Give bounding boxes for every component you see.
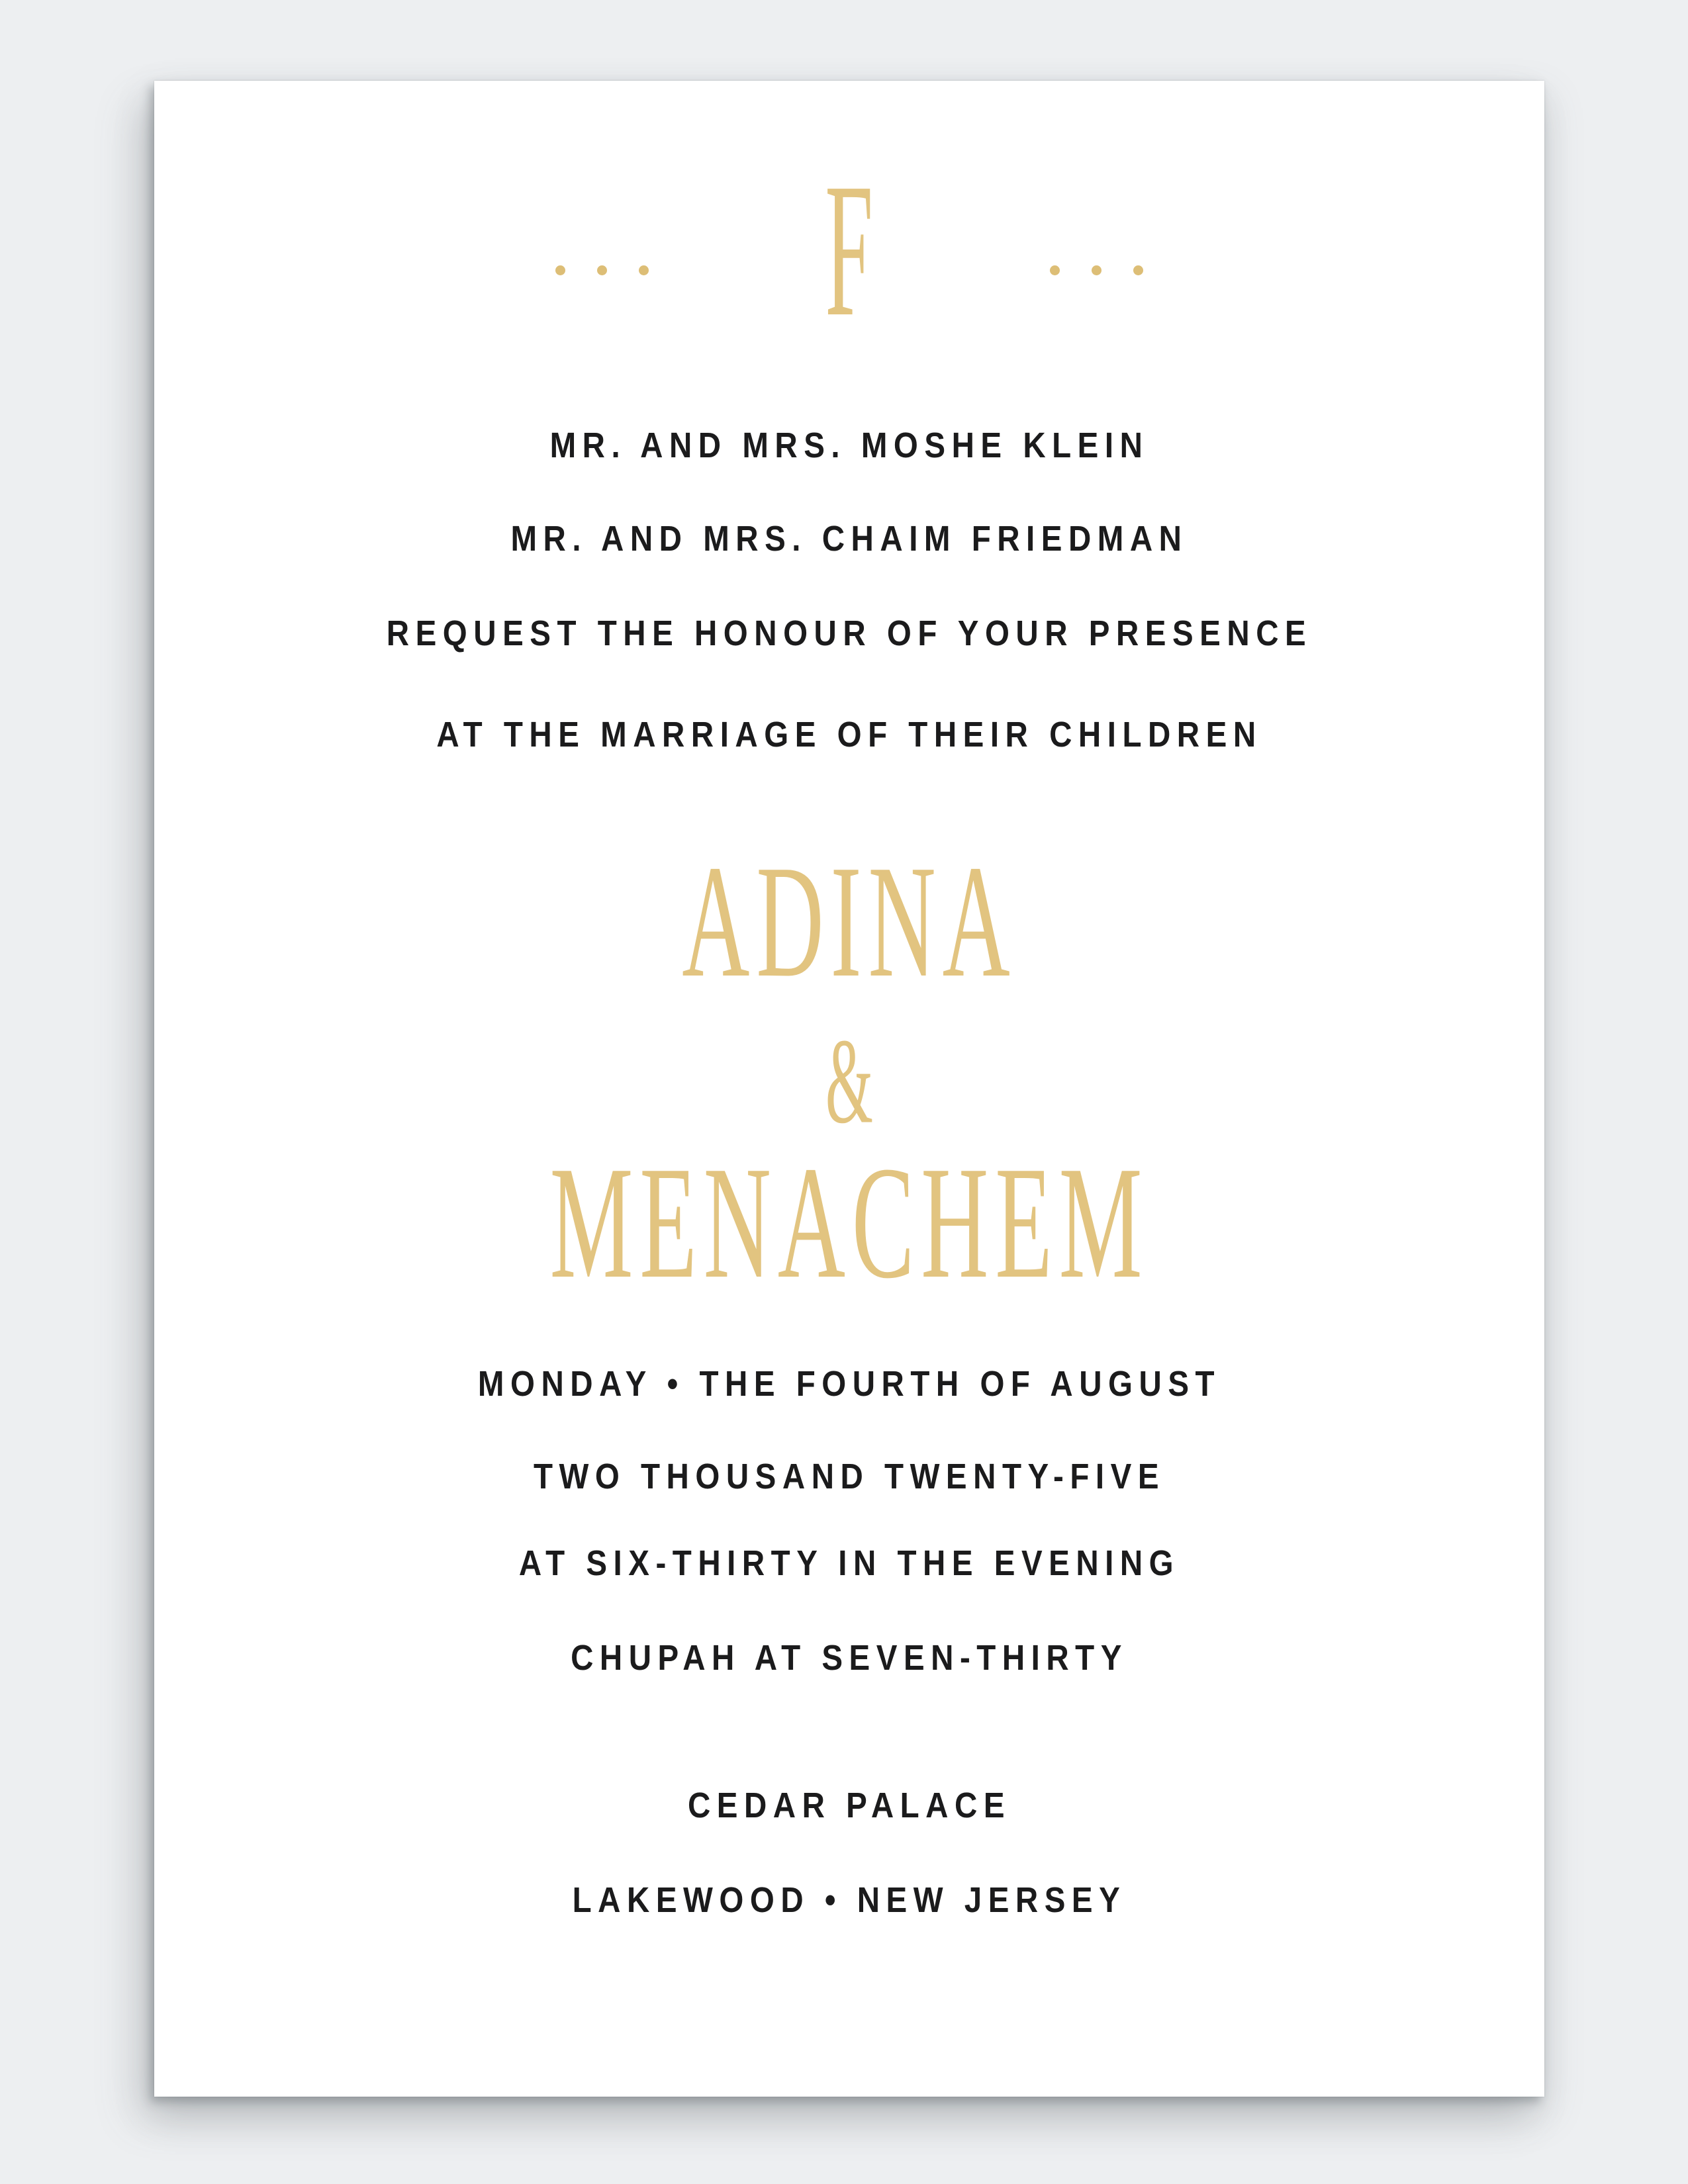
monogram-dot-icon: [597, 265, 607, 275]
ampersand: &: [825, 1013, 873, 1150]
venue-location-line: LAKEWOOD • NEW JERSEY: [572, 1880, 1127, 1920]
monogram-dots-right: [1050, 265, 1143, 275]
venue-name-line: CEDAR PALACE: [687, 1786, 1011, 1825]
event-chupah-line: CHUPAH AT SEVEN-THIRTY: [571, 1638, 1128, 1678]
invitation-card: [154, 81, 1544, 2097]
request-line-2: AT THE MARRIAGE OF THEIR CHILDREN: [436, 715, 1262, 754]
monogram-dot-icon: [1050, 265, 1060, 275]
monogram-dot-icon: [555, 265, 565, 275]
monogram-dots-left: [555, 265, 649, 275]
event-time-line: AT SIX-THIRTY IN THE EVENING: [518, 1543, 1180, 1583]
event-year-line: TWO THOUSAND TWENTY-FIVE: [533, 1457, 1166, 1496]
host-line-2: MR. AND MRS. CHAIM FRIEDMAN: [510, 519, 1188, 559]
monogram-dot-icon: [639, 265, 649, 275]
request-line-1: REQUEST THE HONOUR OF YOUR PRESENCE: [386, 614, 1313, 653]
bride-name: ADINA: [682, 832, 1017, 1011]
monogram-letter: F: [825, 144, 874, 356]
monogram-dot-icon: [1092, 265, 1102, 275]
monogram-dot-icon: [1133, 265, 1143, 275]
host-line-1: MR. AND MRS. MOSHE KLEIN: [549, 426, 1149, 465]
monogram-row: [154, 144, 1544, 356]
event-day-date-line: MONDAY • THE FOURTH OF AUGUST: [477, 1364, 1221, 1404]
groom-name: MENACHEM: [549, 1133, 1149, 1312]
